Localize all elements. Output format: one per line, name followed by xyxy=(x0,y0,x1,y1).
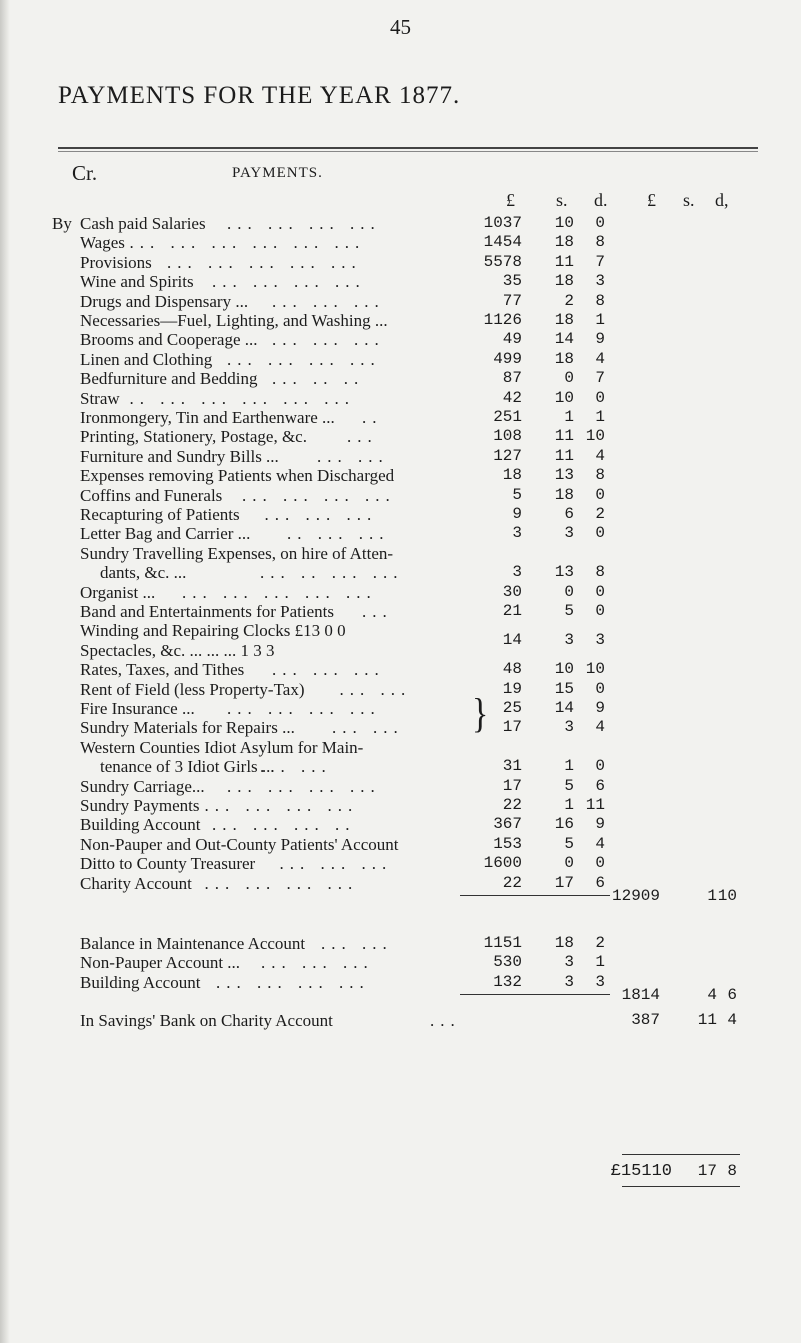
ledger-item-shillings: 15 xyxy=(554,679,574,698)
mid-pounds-head: £ xyxy=(506,190,515,210)
ledger-item-label-cont: dants, &c. ... xyxy=(100,563,187,583)
ledger-item-pounds: 19 xyxy=(502,679,522,698)
subtotal-1-pounds: 12909 xyxy=(611,887,660,905)
savings-pence: 4 xyxy=(727,1011,737,1030)
ledger-item-pence: 0 xyxy=(595,679,605,698)
leader-dots: ... ... ... ... xyxy=(227,776,381,796)
ledger-item-label: Rates, Taxes, and Tithes xyxy=(80,660,245,680)
ledger-item-pounds: 1454 xyxy=(483,233,522,252)
grand-total-pence: 8 xyxy=(727,1162,737,1180)
leader-dots: ... xyxy=(362,602,393,621)
ledger-item-pounds: 3 xyxy=(512,563,522,582)
leader-dots: ... ... ... xyxy=(272,660,385,680)
leader-dots: ... ... xyxy=(317,446,389,466)
leader-dots: ... ... ... .. xyxy=(212,815,356,835)
section-label: PAYMENTS. xyxy=(232,165,323,181)
leader-dots: ... .. .. xyxy=(272,369,365,389)
savings-shillings: 11 xyxy=(697,1011,717,1030)
leader-dots: ... xyxy=(430,1011,461,1031)
ledger-item-label-2: Spectacles, &c. ... ... ... 1 3 3 xyxy=(80,640,275,660)
leader-dots: ... ... ... xyxy=(272,291,385,311)
balance-item-label: Non-Pauper Account ... xyxy=(80,953,241,973)
leader-dots: ... xyxy=(347,427,378,447)
ledger-item-shillings: 11 xyxy=(554,252,574,271)
total-rule-top xyxy=(622,1154,740,1155)
ledger-item-label: Winding and Repairing Clocks £13 0 0 xyxy=(80,621,346,641)
savings-label: In Savings' Bank on Charity Account xyxy=(80,1011,333,1031)
balance-item-pounds: 132 xyxy=(493,972,522,991)
ledger-item-shillings: 13 xyxy=(554,563,574,582)
ledger-item-label: Brooms and Cooperage ... xyxy=(80,330,258,350)
ledger-item-label: Wine and Spirits xyxy=(80,272,194,292)
ledger-item-pounds: 87 xyxy=(502,369,522,388)
ledger-item-shillings: 0 xyxy=(564,369,574,388)
ledger-item-label: Necessaries—Fuel, Lighting, and Washing ... xyxy=(80,311,388,330)
ledger-item-pounds: 1126 xyxy=(483,311,522,329)
subtotal-1-shillings: 1 xyxy=(707,887,717,905)
ledger-item-shillings: 18 xyxy=(554,349,574,368)
ledger-item-shillings: 6 xyxy=(564,505,574,523)
leader-dots: ... ... ... xyxy=(261,953,374,973)
ledger-item-shillings: 18 xyxy=(554,485,574,504)
ledger-item-label: Rent of Field (less Property-Tax) xyxy=(80,679,305,699)
leader-dots: ... ... ... ... xyxy=(212,272,366,292)
heading-rule-thin xyxy=(58,151,758,152)
ledger-item-pounds: 153 xyxy=(493,834,522,853)
mid-shillings-head: s. xyxy=(556,190,568,210)
ledger-item-shillings: 11 xyxy=(554,427,574,446)
ledger-item-shillings: 14 xyxy=(554,330,574,349)
ledger-item-shillings: 0 xyxy=(564,854,574,873)
ledger-item-shillings: 18 xyxy=(554,311,574,329)
ledger-item-label: Printing, Stationery, Postage, &c. xyxy=(80,427,307,447)
ledger-item-shillings: 2 xyxy=(564,291,574,310)
brace: } xyxy=(472,692,489,737)
ledger-item-pounds: 9 xyxy=(512,505,522,523)
ledger-item-shillings: 10 xyxy=(554,388,574,407)
ledger-item-pounds: 49 xyxy=(502,330,522,349)
leader-dots: .. ... ... ... ... ... xyxy=(129,388,355,408)
leader-dots: ... ... ... ... xyxy=(227,214,381,233)
balance-item-pounds: 1151 xyxy=(483,933,522,952)
ledger-item-pence: 0 xyxy=(595,214,605,232)
ledger-item-pounds: 251 xyxy=(493,408,522,426)
ledger-item-pence: 0 xyxy=(595,757,605,776)
ledger-item-label: Non-Pauper and Out-County Patients' Account xyxy=(80,834,399,854)
leader-dots: ... .. ... ... xyxy=(260,563,404,583)
mid-pence-head: d. xyxy=(594,190,608,210)
ledger-item-label: Building Account xyxy=(80,815,201,835)
ledger-item-shillings: 1 xyxy=(564,757,574,776)
leader-dots: ... ... xyxy=(260,757,332,777)
balance-item-pounds: 530 xyxy=(493,953,522,972)
leader-dots: .. ... ... xyxy=(287,524,390,544)
leader-dots: ... ... ... ... ... xyxy=(182,582,377,602)
subtotal-2-shillings: 4 xyxy=(707,985,717,1004)
leader-dots: ... ... ... ... xyxy=(227,699,381,718)
ledger-item-shillings: 5 xyxy=(564,776,574,795)
ledger-item-label: Expenses removing Patients when Discharged xyxy=(80,466,395,486)
balance-item-pence: 1 xyxy=(595,953,605,972)
ledger-item-pence: 3 xyxy=(595,631,605,650)
ledger-item-pence: 11 xyxy=(585,796,605,814)
ledger-item-label: Sundry Payments xyxy=(80,796,200,815)
ledger-item-pence: 7 xyxy=(595,252,605,271)
ledger-item-pounds: 77 xyxy=(502,291,522,310)
leader-dots: .. xyxy=(362,408,383,427)
ledger-item-label-cont: tenance of 3 Idiot Girls ... xyxy=(100,757,275,777)
ledger-item-pence: 4 xyxy=(595,834,605,853)
ledger-item-pence: 8 xyxy=(595,466,605,485)
ledger-item-pounds: 3 xyxy=(512,524,522,543)
subtotal-2-pence: 6 xyxy=(727,985,737,1004)
ledger-item-pounds: 48 xyxy=(502,660,522,679)
ledger-item-shillings: 5 xyxy=(564,602,574,620)
ledger-item-shillings: 16 xyxy=(554,815,574,834)
ledger-item-label: Cash paid Salaries xyxy=(80,214,206,233)
ledger-item-pounds: 31 xyxy=(502,757,522,776)
ledger-item-pence: 0 xyxy=(595,582,605,601)
ledger-item-pence: 6 xyxy=(595,776,605,795)
ledger-item-label: Furniture and Sundry Bills ... xyxy=(80,446,279,466)
balance-item-shillings: 3 xyxy=(564,972,574,991)
leader-dots: ... ... ... ... xyxy=(242,485,396,505)
ledger-item-label: Ditto to County Treasurer xyxy=(80,854,256,874)
subtotal-rule-2 xyxy=(460,994,610,995)
ledger-item-shillings: 14 xyxy=(554,699,574,717)
ledger-item-pounds: 367 xyxy=(493,815,522,834)
ledger-item-label: Coffins and Funerals xyxy=(80,485,223,505)
ledger-item-pounds: 42 xyxy=(502,388,522,407)
balance-item-label: Building Account xyxy=(80,972,201,992)
by-label: By xyxy=(52,214,72,233)
ledger-item-label: Sundry Travelling Expenses, on hire of Atten- xyxy=(80,543,394,563)
ledger-item-pounds: 22 xyxy=(502,873,522,892)
ledger-item-shillings: 0 xyxy=(564,582,574,601)
ledger-item-shillings: 18 xyxy=(554,272,574,291)
ledger-item-label: Ironmongery, Tin and Earthenware ... xyxy=(80,408,335,427)
right-shillings-head: s. xyxy=(683,190,695,210)
ledger-item-pence: 9 xyxy=(595,330,605,349)
right-pence-head: d, xyxy=(715,190,729,210)
ledger-item-label: Straw xyxy=(80,388,120,408)
ledger-item-label: Recapturing of Patients xyxy=(80,505,240,524)
ledger-item-pounds: 35 xyxy=(502,272,522,291)
grand-total-shillings: 17 xyxy=(697,1162,717,1180)
ledger-item-pence: 9 xyxy=(595,699,605,717)
ledger-item-shillings: 13 xyxy=(554,466,574,485)
ledger-item-pounds: 1037 xyxy=(483,214,522,232)
leader-dots: ... ... xyxy=(332,718,404,738)
ledger-item-pence: 10 xyxy=(585,427,605,446)
subtotal-rule xyxy=(460,895,610,896)
ledger-item-label: Drugs and Dispensary ... xyxy=(80,291,249,311)
ledger-item-label: Sundry Carriage... xyxy=(80,776,205,796)
page-number: 45 xyxy=(390,15,411,39)
subtotal-2-pounds: 1814 xyxy=(621,985,660,1004)
ledger-item-shillings: 3 xyxy=(564,524,574,543)
ledger-item-pounds: 5 xyxy=(512,485,522,504)
ledger-item-label: Charity Account xyxy=(80,873,192,893)
ledger-item-pence: 6 xyxy=(595,873,605,892)
ledger-item-shillings: 18 xyxy=(554,233,574,252)
ledger-item-pence: 9 xyxy=(595,815,605,834)
leader-dots: ... ... ... ... ... xyxy=(167,252,362,272)
ledger-item-shillings: 1 xyxy=(564,796,574,814)
ledger-item-pence: 2 xyxy=(595,505,605,523)
ledger-item-pence: 1 xyxy=(595,311,605,329)
ledger-item-label: Linen and Clothing xyxy=(80,349,213,369)
leader-dots: ... ... ... ... xyxy=(227,349,381,369)
savings-pounds: 387 xyxy=(631,1011,660,1030)
balance-item-pence: 3 xyxy=(595,972,605,991)
ledger-item-pence: 8 xyxy=(595,291,605,310)
ledger-item-pence: 4 xyxy=(595,446,605,465)
leader-dots: ... ... ... ... ... ... xyxy=(129,233,366,253)
leader-dots: ... ... ... xyxy=(272,330,385,350)
ledger-item-pence: 4 xyxy=(595,718,605,737)
credit-label: Cr. xyxy=(72,161,98,185)
ledger-item-pence: 7 xyxy=(595,369,605,388)
ledger-item-label: Letter Bag and Carrier ... xyxy=(80,524,251,544)
leader-dots: ... ... ... ... xyxy=(204,873,359,893)
leader-dots: ... ... ... ... xyxy=(204,796,359,815)
scan-edge-shadow xyxy=(0,0,10,1343)
ledger-item-pence: 0 xyxy=(595,524,605,543)
ledger-item-pounds: 499 xyxy=(493,349,522,368)
ledger-item-pounds: 17 xyxy=(502,718,522,737)
page-heading: PAYMENTS FOR THE YEAR 1877. xyxy=(58,82,461,109)
subtotal-1-pence: 10 xyxy=(717,887,737,905)
ledger-item-pence: 0 xyxy=(595,485,605,504)
ledger-item-shillings: 3 xyxy=(564,631,574,650)
ledger-item-shillings: 3 xyxy=(564,718,574,737)
balance-item-shillings: 3 xyxy=(564,953,574,972)
ledger-item-label: Fire Insurance ... xyxy=(80,699,195,718)
ledger-item-pence: 1 xyxy=(595,408,605,426)
balance-item-pence: 2 xyxy=(595,933,605,952)
ledger-item-pounds: 14 xyxy=(502,631,522,650)
ledger-item-pounds: 30 xyxy=(502,582,522,601)
ledger-item-pence: 8 xyxy=(595,233,605,252)
leader-dots: ... ... ... xyxy=(279,854,393,874)
ledger-item-pounds: 17 xyxy=(502,776,522,795)
ledger-item-pence: 10 xyxy=(585,660,605,679)
ledger-item-shillings: 1 xyxy=(564,408,574,426)
ledger-item-label: Sundry Materials for Repairs ... xyxy=(80,718,295,738)
total-rule-bottom xyxy=(622,1186,740,1187)
ledger-item-pounds: 127 xyxy=(493,446,522,465)
grand-total-pounds: £15110 xyxy=(610,1162,672,1181)
leader-dots: ... ... ... ... xyxy=(216,972,370,992)
ledger-item-shillings: 10 xyxy=(554,214,574,232)
leader-dots: ... ... xyxy=(321,933,393,953)
heading-rule xyxy=(58,147,758,149)
balance-item-label: Balance in Maintenance Account xyxy=(80,933,306,953)
ledger-item-label: Wages xyxy=(80,233,125,253)
ledger-item-shillings: 17 xyxy=(554,873,574,892)
ledger-item-label: Western Counties Idiot Asylum for Main- xyxy=(80,737,364,757)
ledger-item-pence: 0 xyxy=(595,388,605,407)
ledger-item-pounds: 1600 xyxy=(483,854,522,873)
ledger-item-label: Band and Entertainments for Patients xyxy=(80,602,334,621)
ledger-item-pounds: 108 xyxy=(493,427,522,446)
ledger-item-pence: 0 xyxy=(595,854,605,873)
ledger-item-label: Provisions xyxy=(80,252,152,272)
ledger-item-pence: 8 xyxy=(595,563,605,582)
ledger-item-label: Bedfurniture and Bedding xyxy=(80,369,258,389)
ledger-item-pence: 0 xyxy=(595,602,605,620)
ledger-item-pounds: 22 xyxy=(502,796,522,814)
leader-dots: ... ... xyxy=(339,679,412,699)
balance-item-shillings: 18 xyxy=(554,933,574,952)
ledger-item-pence: 3 xyxy=(595,272,605,291)
leader-dots: ... ... ... xyxy=(264,505,378,524)
ledger-item-shillings: 10 xyxy=(554,660,574,679)
right-pounds-head: £ xyxy=(647,190,656,210)
ledger-item-pounds: 25 xyxy=(502,699,522,717)
ledger-item-pence: 4 xyxy=(595,349,605,368)
ledger-item-pounds: 5578 xyxy=(483,252,522,271)
ledger-item-pounds: 18 xyxy=(502,466,522,485)
ledger-item-shillings: 5 xyxy=(564,834,574,853)
ledger-item-label: Organist ... xyxy=(80,582,156,602)
ledger-item-pounds: 21 xyxy=(502,602,522,620)
ledger-item-shillings: 11 xyxy=(554,446,574,465)
